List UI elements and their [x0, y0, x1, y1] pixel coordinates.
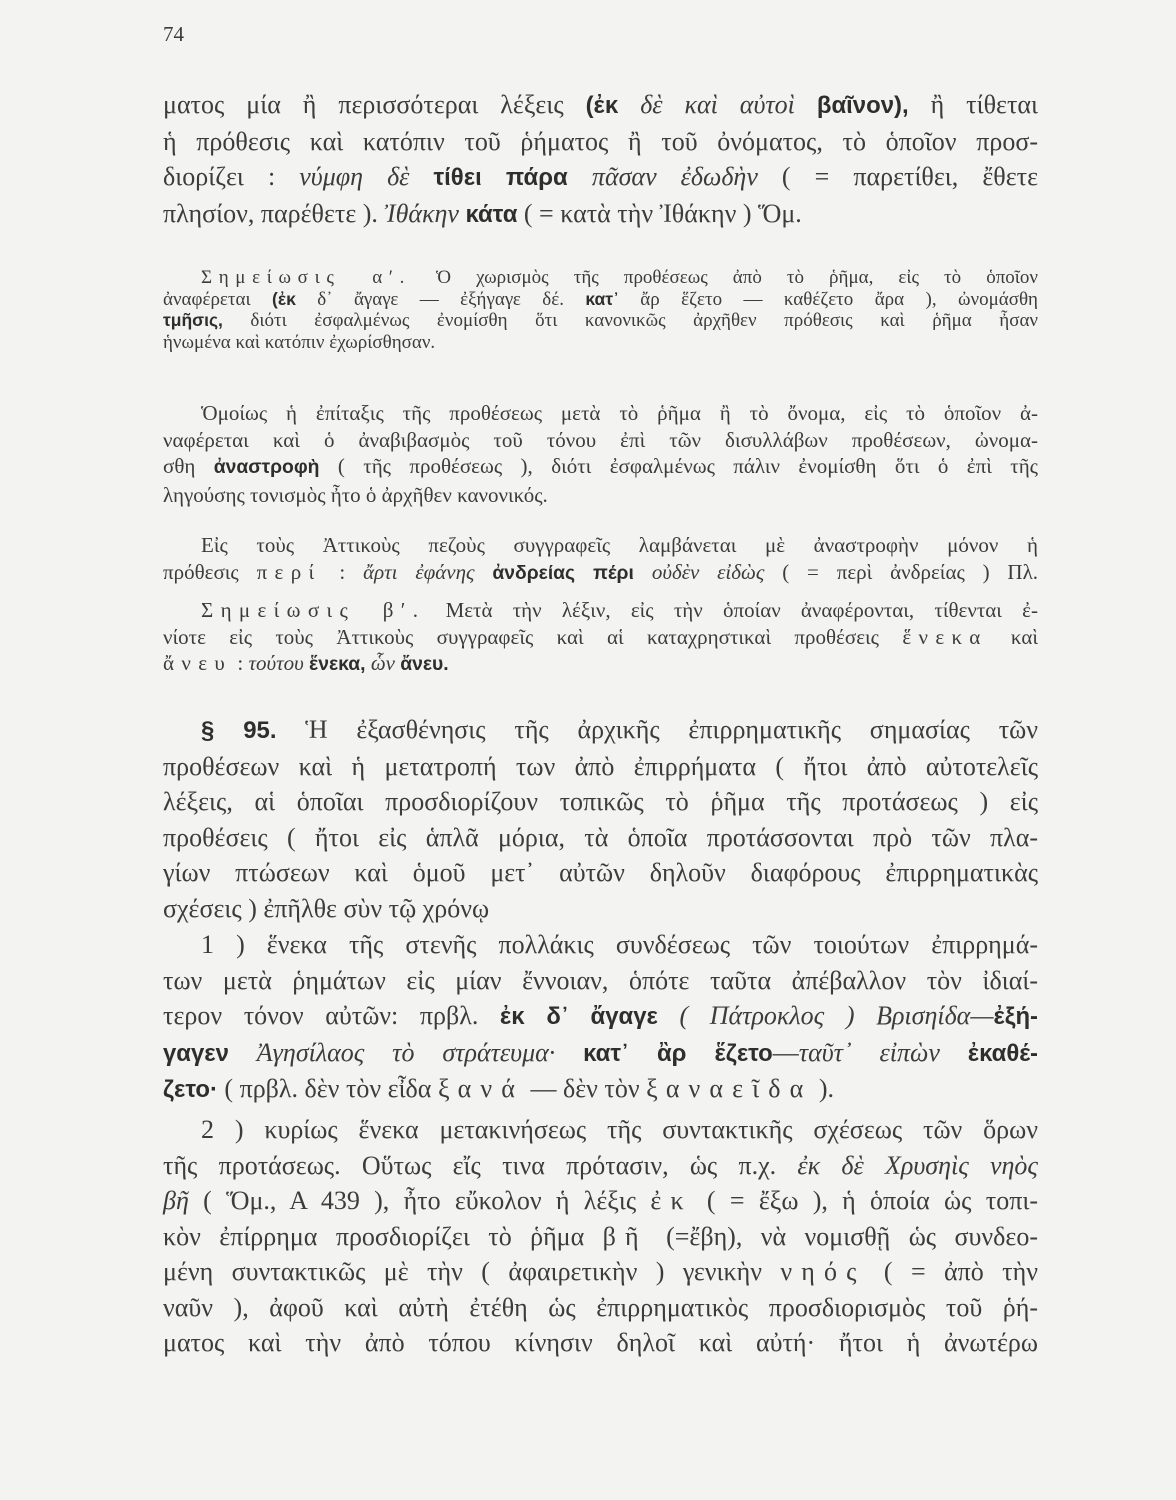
- text-line: [163, 310, 1038, 332]
- text-line: [163, 891, 1038, 927]
- text-line: [163, 855, 1038, 891]
- text-segment: ).: [812, 1074, 834, 1103]
- italic-quote: Ἀγησίλαος τὸ στράτευμα·: [228, 1037, 584, 1067]
- text-segment: Ἡ ἐξασθένησις τῆς ἀρχικῆς ἐπιρρηματικῆς σημασίας τῶν: [276, 715, 1039, 744]
- bold-term: βαῖνον),: [816, 92, 909, 119]
- text-segment: ( = παρετίθει, ἔθετε: [757, 162, 1039, 191]
- text-line: [163, 998, 1038, 1035]
- text-segment: σχέσεις ) ἐπῆλθε σὺν τῷ χρόνῳ: [163, 893, 490, 923]
- italic-quote: δὲ καὶ αὐτοὶ: [618, 90, 817, 119]
- text-segment: ἢ τίθεται: [908, 90, 1039, 119]
- text-line: [163, 650, 1038, 679]
- text-line: [163, 267, 1038, 289]
- paragraph-p3: [163, 532, 1038, 587]
- spaced-term: ξαναεῖδα: [646, 1074, 813, 1103]
- text-segment: ἡνωμένα καὶ κατόπιν ἐχωρίσθησαν.: [163, 331, 436, 353]
- text-line: [163, 453, 1038, 482]
- text-segment: :: [232, 651, 249, 675]
- text-segment: πλησίον, παρέθετε ).: [163, 198, 385, 228]
- text-line: [163, 1183, 1038, 1219]
- text-segment: ἀναφέρεται: [163, 288, 273, 310]
- bold-term: ζετο·: [163, 1076, 218, 1103]
- paragraph-s95: [163, 712, 1038, 926]
- text-line: [163, 532, 1038, 559]
- italic-quote: βῆ: [163, 1186, 189, 1215]
- spaced-term: ἄνευ: [163, 651, 233, 675]
- text-line: [163, 1219, 1038, 1255]
- spaced-term: περί: [256, 559, 322, 584]
- text-segment: δ᾽ ἄγαγε — ἐξήγαγε δέ.: [295, 288, 586, 310]
- italic-quote: ἐκ δὲ Χρυσηὶς νηὸς: [797, 1150, 1038, 1180]
- spaced-term: Σημείωσις β′.: [201, 598, 426, 622]
- bold-term: ἕνεκα,: [309, 654, 371, 675]
- text-line: [163, 749, 1038, 785]
- bold-term: ἀναστροφὴ: [213, 457, 320, 478]
- text-segment: ( = ἀπὸ τὴν: [865, 1257, 1038, 1286]
- bold-term: κάτα: [465, 200, 518, 228]
- text-line: [163, 559, 1038, 588]
- bold-term: ἀνδρείας πέρι: [492, 562, 652, 584]
- bold-term: τμῆσις,: [163, 310, 223, 330]
- text-segment: διότι ἐσφαλμένως ἐνομίσθη ὅτι κανονικῶς ἀρχῆθεν πρόθεσις καὶ ῥῆμα ἦσαν: [222, 310, 1038, 331]
- text-line: [163, 332, 1038, 354]
- text-line: [163, 400, 1038, 427]
- text-segment: τερον τόνον αὐτῶν: πρβλ.: [163, 1001, 500, 1030]
- text-line: [163, 427, 1038, 454]
- text-segment: ( = περὶ ἀνδρείας ) Πλ.: [764, 559, 1039, 584]
- text-segment: ( Ὅμ., Α 439 ), ἦτο εὔκολον ἡ λέξις: [188, 1186, 651, 1215]
- text-segment: ναῦν ), ἀφοῦ καὶ αὐτὴ ἐτέθη ὡς ἐπιρρηματικὸς προσδιορισμὸς τοῦ ῥή-: [163, 1292, 1038, 1322]
- text-segment: διορίζει :: [163, 162, 300, 191]
- text-line: [163, 1325, 1038, 1361]
- paragraph-p2: [163, 400, 1038, 508]
- text-segment: ματος καὶ τὴν ἀπὸ τόπου κίνησιν δηλοῖ καὶ αὐτή· ἤτοι ἡ ἀνωτέρω: [163, 1328, 1038, 1357]
- text-segment: ( τῆς προθέσεως ), διότι ἐσφαλμένως πάλιν ἐνομίσθη ὅτι ὁ ἐπὶ τῆς: [319, 454, 1038, 478]
- text-line: [163, 784, 1038, 820]
- spaced-term: ἕνεκα: [902, 624, 988, 649]
- text-segment: Εἰς τοὺς Ἀττικοὺς πεζοὺς συγγραφεῖς λαμβάνεται μὲ ἀναστροφὴν μόνον ἡ: [201, 533, 1038, 557]
- text-segment: ματος μία ἢ περισσότεραι λέξεις: [163, 90, 586, 119]
- italic-quote: νύμφη δὲ: [299, 162, 434, 191]
- text-segment: — δὲν τὸν: [523, 1074, 647, 1103]
- text-segment: τῆς προτάσεως. Οὕτως εἴς τινα πρότασιν, ὡς π.χ.: [163, 1150, 798, 1180]
- text-segment: πρόθεσις: [163, 559, 257, 584]
- bold-term: (ἐκ: [585, 92, 619, 119]
- text-line: [163, 820, 1038, 856]
- text-line: [163, 1035, 1038, 1072]
- text-line: [163, 87, 1038, 124]
- text-segment: προθέσεων καὶ ἡ μετατροπή των ἀπὸ ἐπιρρήματα ( ἤτοι ἀπὸ αὐτοτελεῖς: [163, 751, 1038, 781]
- bold-term: κατ᾽ ἂρ ἕζετο: [583, 1039, 773, 1067]
- bold-term: ἄνευ.: [400, 654, 449, 675]
- text-segment: σθη: [163, 454, 214, 478]
- bold-term: (ἐκ: [272, 288, 296, 309]
- bold-term: γαγεν: [163, 1039, 229, 1067]
- text-segment: ( = ἔξω ), ἡ ὁποία ὡς τοπι-: [692, 1186, 1038, 1215]
- page-number: 74: [163, 22, 184, 46]
- italic-quote: Ἰθάκην: [384, 198, 466, 228]
- text-segment: ληγούσης τονισμὸς ἦτο ὁ ἀρχῆθεν κανονικός.: [163, 482, 548, 507]
- text-segment: Μετὰ τὴν λέξιν, εἰς τὴν ὁποίαν ἀναφέρονται, τίθενται ἐ-: [425, 598, 1038, 622]
- spaced-term: νηός: [780, 1257, 866, 1286]
- text-segment: Ὁμοίως ἡ ἐπίταξις τῆς προθέσεως μετὰ τὸ ῥῆμα ἢ τὸ ὄνομα, εἰς τὸ ὁποῖον ἀ-: [201, 401, 1038, 425]
- bold-term: ἐκαθέ-: [967, 1039, 1038, 1067]
- bold-term: τίθει πάρα: [433, 164, 592, 191]
- spaced-term: Σημείωσις α′.: [201, 267, 412, 288]
- text-segment: (=ἔβη), νὰ νομισθῇ ὡς συνδεο-: [647, 1221, 1038, 1251]
- text-line: [163, 1071, 1038, 1108]
- text-line: [163, 927, 1038, 963]
- text-segment: ( = κατὰ τὴν Ἰθάκην ) Ὅμ.: [517, 198, 802, 228]
- text-line: [163, 624, 1038, 651]
- text-segment: κὸν ἐπίρρημα προσδιορίζει τὸ ῥῆμα: [163, 1221, 603, 1251]
- text-segment: νίοτε εἰς τοὺς Ἀττικοὺς συγγραφεῖς καὶ αἱ καταχρηστικαὶ προθέσεις: [163, 624, 903, 649]
- text-line: [163, 1290, 1038, 1326]
- spaced-term: ἐκ: [650, 1186, 693, 1215]
- italic-quote: πᾶσαν ἐδωδὴν: [591, 162, 758, 191]
- text-line: [163, 159, 1038, 196]
- bold-term: κατ᾽: [585, 288, 619, 309]
- text-line: [163, 712, 1038, 749]
- text-line: [163, 196, 1038, 233]
- bold-term: § 95.: [201, 717, 277, 744]
- paragraph-note1: [163, 267, 1038, 353]
- bold-term: ἐκ δ᾽ ἄγαγε: [499, 1003, 658, 1030]
- spaced-term: ξανά: [437, 1074, 524, 1103]
- text-line: [163, 1148, 1038, 1184]
- paragraph-p1: [163, 87, 1038, 232]
- paragraph-item2: [163, 1112, 1038, 1361]
- text-line: [163, 1112, 1038, 1148]
- text-line: [163, 1254, 1038, 1290]
- paragraph-note2: [163, 597, 1038, 679]
- italic-quote: οὐδὲν εἰδὼς: [651, 559, 765, 584]
- text-segment: ἄρ ἕζετο — καθέζετο ἄρα ), ὠνομάσθη: [618, 288, 1038, 310]
- italic-quote: τούτου: [248, 651, 310, 675]
- text-line: [163, 124, 1038, 160]
- bold-term: ἐξή-: [993, 1003, 1039, 1030]
- text-segment: γίων πτώσεων καὶ ὁμοῦ μετ᾽ αὐτῶν δηλοῦν διαφόρους ἐπιρρηματικὰς: [163, 858, 1038, 887]
- text-segment: 1 ) ἕνεκα τῆς στενῆς πολλάκις συνδέσεως τῶν τοιούτων ἐπιρρημά-: [201, 930, 1038, 959]
- text-segment: ἡ πρόθεσις καὶ κατόπιν τοῦ ῥήματος ἢ τοῦ ὀνόματος, τὸ ὁποῖον προσ-: [163, 126, 1038, 156]
- text-segment: προθέσεις ( ἤτοι εἰς ἁπλᾶ μόρια, τὰ ὁποῖα προτάσσονται πρὸ τῶν πλα-: [163, 822, 1038, 852]
- text-segment: 2 ) κυρίως ἕνεκα μετακινήσεως τῆς συντακτικῆς σχέσεως τῶν ὅρων: [201, 1115, 1038, 1144]
- text-line: [163, 482, 1038, 509]
- paragraph-item1: [163, 927, 1038, 1108]
- text-line: [163, 963, 1038, 999]
- text-segment: —: [772, 1037, 799, 1067]
- italic-quote: ( Πάτροκλος ) Βρισηίδα—: [657, 1001, 994, 1030]
- text-line: [163, 289, 1038, 311]
- text-segment: Ὁ χωρισμὸς τῆς προθέσεως ἀπὸ τὸ ῥῆμα, εἰς τὸ ὁποῖον: [411, 267, 1039, 288]
- italic-quote: ταῦτ᾽ εἰπὼν: [798, 1037, 968, 1067]
- text-segment: :: [321, 559, 364, 584]
- text-segment: μένη συντακτικῶς μὲ τὴν ( ἀφαιρετικὴν ) γενικὴν: [163, 1257, 781, 1286]
- italic-quote: ἄρτι ἐφάνης: [363, 559, 493, 584]
- text-segment: ναφέρεται καὶ ὁ ἀναβιβασμὸς τοῦ τόνου ἐπὶ τῶν δισυλλάβων προθέσεων, ὠνομα-: [163, 427, 1038, 452]
- spaced-term: βῆ: [602, 1221, 648, 1251]
- text-segment: των μετὰ ῥημάτων εἰς μίαν ἔννοιαν, ὁπότε ταῦτα ἀπέβαλλον τὸν ἰδιαί-: [163, 965, 1038, 995]
- italic-quote: ὧν: [370, 651, 401, 675]
- text-segment: λέξεις, αἱ ὁποῖαι προσδιορίζουν τοπικῶς τὸ ῥῆμα τῆς προτάσεως ) εἰς: [163, 787, 1038, 816]
- text-segment: ( πρβλ. δὲν τὸν εἶδα: [217, 1074, 438, 1103]
- text-line: [163, 597, 1038, 624]
- text-segment: καὶ: [987, 624, 1038, 649]
